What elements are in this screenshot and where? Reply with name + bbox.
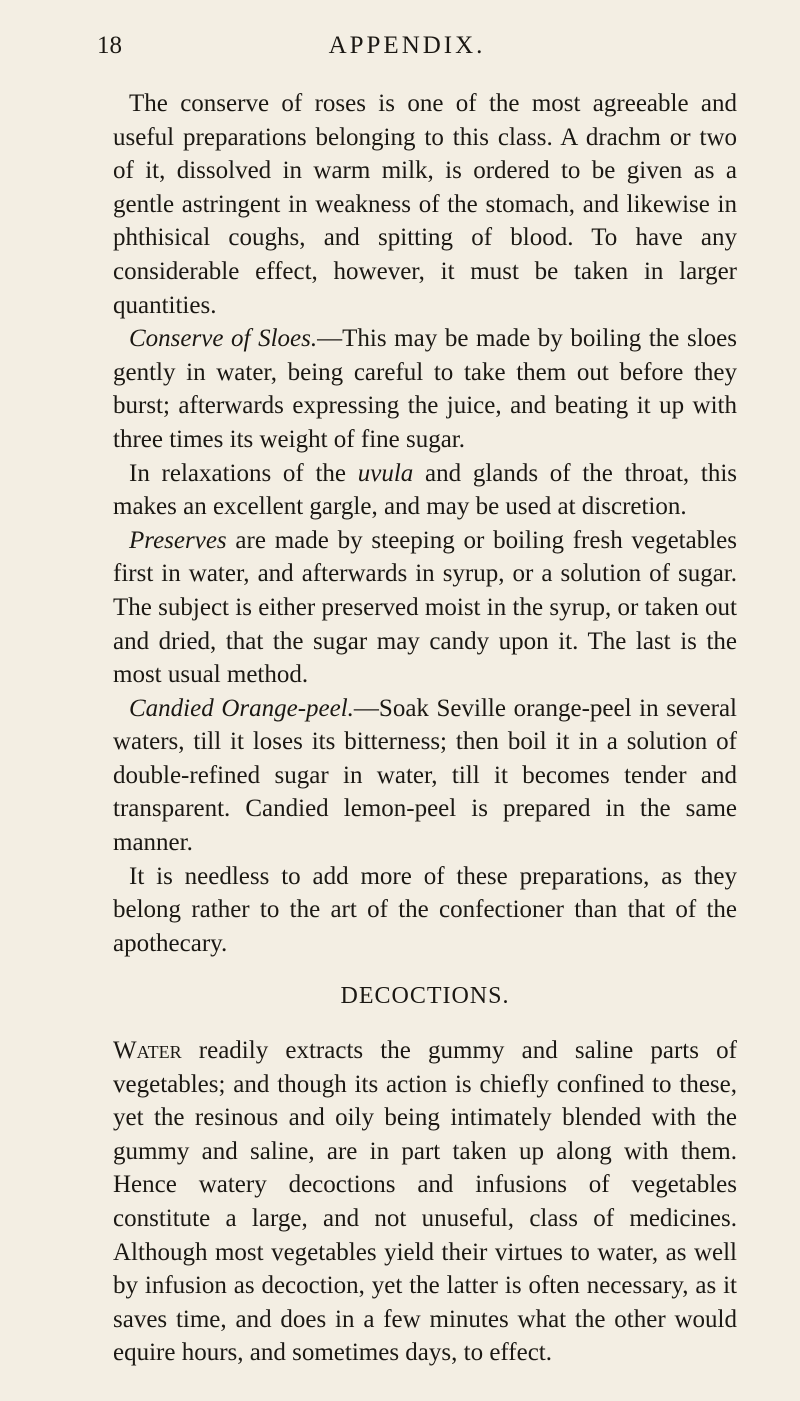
paragraph-preserves [113,524,737,692]
paragraph-conserve-of-roses [113,87,737,322]
page-number: 18 [97,32,122,59]
paragraph-candied-orange-peel [113,692,737,860]
paragraph-text: The conserve of roses is one of the most agreeable and useful preparations belonging to this class. A drachm or two of it, dissolved in warm milk, is ordered to be given as a gentle astringent in weakness of the stomach, and likewise in phthisical coughs, and spitting of blood. To have any considerable effect, however, it must be taken in larger quantities. [113,90,737,319]
paragraph-decoctions [113,1034,737,1370]
running-head: APPENDIX. [328,32,486,59]
paragraph-text: —Soak Seville orange-peel in several waters, till it loses its bitterness; then boil it in a solution of double-refined sugar in water, till it becomes tender and transparent. Candied lemon-peel is prepared in the same manner. [113,694,737,857]
paragraph-text: It is needless to add more of these preparations, as they belong rather to the art of the confectioner than that of the apothecary. [113,862,737,957]
paragraph-italic-lead: Conserve of Sloes. [129,325,318,353]
page-header [97,32,717,72]
paragraph-uvula [113,457,737,524]
paragraph-italic-word: uvula [357,459,414,487]
paragraph-lead-word: Water [113,1037,182,1065]
paragraph-text-after: and glands of the throat, this makes an excellent gargle, and may be used at discretion. [113,459,738,521]
paragraph-text: readily extracts the gummy and saline parts of vegetables; and though its action is chiefly confined to these, yet the resinous and oily being intimately blended with the gummy and saline, are in part taken up along with them. Hence watery decoctions and infusions of vegetables constitute a large, and not unuseful, class of medicines. Although most vegetables yield their virtues to water, as well by infusion as decoction, yet the latter is often necessary, as it saves time, and does in a few minutes what the other would equire hours, and sometimes days, to effect. [113,1037,737,1367]
paragraph-needless [113,860,737,961]
paragraph-text: —This may be made by boiling the sloes gently in water, being careful to take them out before they burst; afterwards expressing the juice, and beating it up with three times its weight of fine sugar. [113,325,738,453]
paragraph-conserve-of-sloes [113,322,737,456]
paragraph-text: are made by steeping or boiling fresh vegetables first in water, and afterwards in syrup, or a solution of sugar. The subject is either preserved moist in the syrup, or taken out and dried, that the sugar may candy upon it. The last is the most usual method. [113,526,737,689]
body-text [113,87,737,1370]
paragraph-italic-lead: Candied Orange-peel. [129,694,354,722]
section-heading: DECOCTIONS. [340,983,510,1010]
paragraph-italic-lead: Preserves [129,526,227,554]
paragraph-text-before: In relaxations of the [129,459,358,487]
